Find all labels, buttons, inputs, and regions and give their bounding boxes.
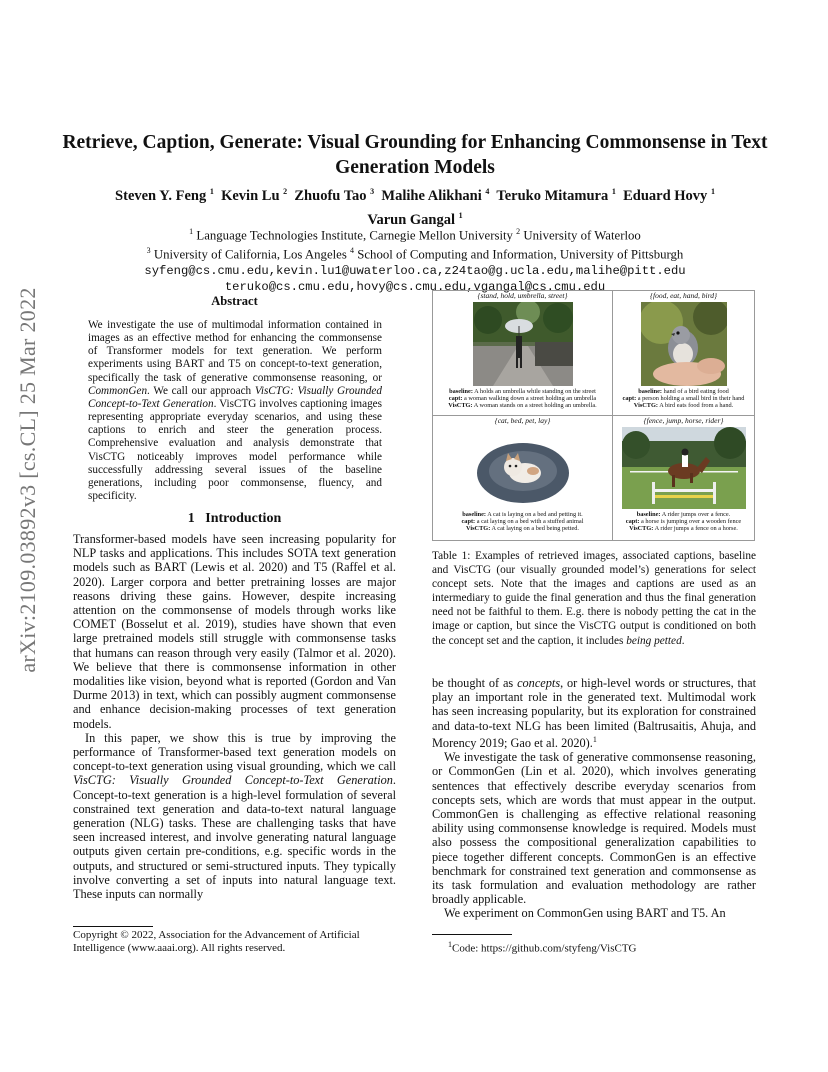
paragraph (432, 676, 756, 750)
affiliation-mark: 1 (189, 227, 194, 236)
author-mark: 3 (370, 187, 375, 196)
capt-line (433, 518, 612, 525)
line-label: capt: (625, 518, 640, 526)
line-text: A rider jumps over a fence. (661, 511, 731, 518)
author-mark: 1 (458, 210, 463, 220)
author-mark: 1 (611, 187, 616, 196)
line-text: A holds an umbrella while standing on the street (474, 388, 596, 395)
line-label: capt: (448, 395, 463, 403)
bird-in-hand-photo (641, 302, 727, 386)
abstract-text: We investigate the use of multimodal information contained in images as an effective method for enhancing the commonsense of Transformer models for text generation. We perform experiments using BART and T5 on concept-to-text generation, specifically the task of generative commonsense reasoning, or (88, 319, 382, 384)
author-name: Teruko Mitamura (496, 187, 609, 204)
paragraph: Transformer-based models have seen increasing popularity for NLP tasks and applications. This includes SOTA text generation models such as BART (Lewis et al. 2020) and T5 (Raffel et al. 2020). Larger corpora and better pretraining losses are major reasons driving these gains. However, despite increasing attention on the commonsense of models through works like COMET (Bosselut et al. 2019), studies have shown that even large pretrained models still struggle with commonsense tasks that humans can reason through very easily (Talmor et al. 2020). We believe that there is commonsense information in other modalities like vision, beyond what is reported (Gordon and Van Durme 2013) in text, which can possibly augment commonsense and enhance decision-making processes of text generation models. (73, 532, 396, 731)
visctg-line (613, 402, 754, 409)
capt-line (613, 518, 754, 525)
visctg-line (433, 402, 612, 409)
arxiv-id: arXiv:2109.03892v3 [cs.CL] 25 Mar 2022 (15, 287, 40, 673)
visctg-line (613, 525, 754, 532)
affiliation-mark: 3 (146, 246, 151, 256)
affiliation-text: Language Technologies Institute, Carnegie Mellon University (196, 228, 513, 243)
line-text: A cat laying on a bed being petted. (491, 525, 579, 533)
line-label: VisCTG: (466, 525, 491, 533)
author-mark: 4 (485, 187, 490, 196)
author-name: Kevin Lu (221, 187, 280, 204)
author-name: Malihe Alikhani (381, 187, 482, 204)
abstract-text: . VisCTG involves captioning images representing appropriate everyday scenarios, and using these captions to enrich and steer the generation process. Comprehensive evaluation and analysis demonstrate that VisCTG noticeably improves model performance while successfully addressing several issues of the baseline generations, including poor commonsense, fluency, and specificity. (88, 397, 383, 503)
paragraph-emphasis: VisCTG: Visually Grounded Concept-to-Text Generation (73, 773, 393, 788)
introduction-body (73, 532, 396, 901)
paragraph-text: be thought of as (432, 676, 518, 690)
paragraph (73, 731, 396, 901)
line-label: baseline: (449, 388, 473, 395)
affiliation-text: University of California, Los Angeles (153, 247, 347, 262)
footnote-block (432, 934, 756, 956)
footnote-rule (73, 926, 153, 927)
section-number: 1 (187, 511, 195, 526)
footnote-url[interactable]: Code: https://github.com/styfeng/VisCTG (452, 942, 637, 955)
affiliation-text: School of Computing and Information, University of Pittsburgh (357, 247, 684, 262)
line-text: a woman walking down a street holding an umbrella (464, 395, 597, 403)
line-label: baseline: (462, 511, 487, 518)
caption-text: . (681, 634, 685, 647)
line-label: VisCTG: (629, 525, 654, 533)
capt-line (433, 395, 612, 402)
affiliation-text: University of Waterloo (523, 228, 641, 243)
footnote-rule (432, 934, 512, 935)
author-mark: 2 (283, 187, 288, 196)
concept-set: {fence, jump, horse, rider} (643, 416, 724, 425)
affiliation-mark: 2 (516, 227, 521, 236)
line-text: hand of a bird eating food (663, 388, 729, 395)
caption-lines (613, 388, 754, 410)
affiliation-line-2 (40, 243, 790, 262)
author-mark: 1 (209, 187, 214, 196)
author-mark: 1 (710, 187, 715, 196)
street-umbrella-photo (473, 302, 573, 386)
abstract-body (88, 319, 382, 503)
author-list (60, 182, 770, 230)
line-label: baseline: (638, 388, 662, 395)
baseline-line (613, 511, 754, 518)
line-text: a person holding a small bird in their hand (637, 395, 745, 403)
caption-lines (433, 388, 612, 410)
caption-label: Table 1: (432, 550, 471, 562)
caption-lines (613, 511, 754, 533)
figure-image-grid (432, 290, 755, 541)
paragraph-text: In this paper, we show this is true by improving the performance of Transformer-based text generation models on concept-to-text generation using visual grounding, which we call (73, 730, 396, 774)
capt-line (613, 395, 754, 402)
section-title: Introduction (205, 511, 282, 526)
arxiv-stamp (0, 270, 56, 690)
abstract-emphasis: CommonGen (88, 384, 148, 397)
author-name: Zhuofu Tao (294, 187, 367, 204)
table-caption (432, 549, 756, 648)
line-text: A woman stands on a street holding an umbrella. (473, 402, 597, 410)
concept-set: {cat, bed, pet, lay} (494, 416, 551, 425)
figure-panel-umbrella (433, 291, 612, 415)
caption-lines (433, 511, 612, 533)
right-column-body (432, 676, 756, 921)
line-label: VisCTG: (633, 402, 659, 410)
author-line-1 (60, 182, 770, 206)
footnote-marker[interactable]: 1 (592, 734, 597, 744)
caption-emphasis: being petted (626, 634, 682, 647)
horse-jump-photo (622, 427, 746, 509)
baseline-line (433, 388, 612, 395)
line-label: VisCTG: (448, 402, 473, 410)
concept-set: {food, eat, hand, bird} (650, 291, 717, 300)
abstract-text: . We call our approach (147, 384, 255, 397)
author-name: Varun Gangal (367, 211, 456, 228)
paragraph-text: . Concept-to-text generation is a high-level formulation of several constrained text generation and data-to-text natural language generation (NLG) tasks. These are challenging tasks that have seen increased interest, and involve generating natural language outputs given certain pre-conditions, e.g. specific words in the outputs, and structured or semi-structured inputs. They typically involve converting a set of inputs into natural language text. These inputs can normally (73, 773, 396, 902)
abstract-heading: Abstract (211, 294, 258, 308)
email-line-1[interactable]: syfeng@cs.cmu.edu,kevin.lu1@uwaterloo.ca,z24tao@g.ucla.edu,malihe@pitt.edu (144, 263, 686, 278)
caption-text: Examples of retrieved images, associated captions, baseline and VisCTG (our visually grounded model’s) generations for select concept sets. Note that the images and captions are used as an intermediary to guide the final generation and thus the final generation need not be faithful to them. E.g. there is nobody petting the cat in the image or caption, but since the VisCTG output is conditioned on both the concept set and the caption, it includes (432, 550, 756, 647)
copyright-text: Copyright © 2022, Association for the Advancement of Artificial Intelligence (www.aaai.org). All rights reserved. (73, 929, 360, 954)
footnote-mark: 1 (448, 940, 452, 949)
author-name: Eduard Hovy (623, 187, 708, 204)
footnote-text (432, 938, 756, 956)
figure-panel-bird (613, 291, 754, 415)
paragraph-emphasis: concepts (517, 676, 561, 690)
section-heading-introduction (73, 511, 396, 527)
line-text: a horse is jumping over a wooden fence (641, 518, 742, 526)
line-label: capt: (622, 395, 637, 403)
affiliation-mark: 4 (350, 246, 355, 256)
copyright-block (73, 926, 396, 955)
line-text: A bird eats food from a hand. (659, 402, 734, 410)
cat-on-bed-photo (473, 427, 573, 509)
visctg-line (433, 525, 612, 532)
author-name: Steven Y. Feng (115, 187, 207, 204)
paragraph: We investigate the task of generative commonsense reasoning, or CommonGen (Lin et al. 2020), which involves generating sentences that effectively describe everyday scenarios from concepts sets, which are words that must appear in the output. CommonGen is challenging as effective relational reasoning ability using commonsense knowledge is required. Models must also possess the compositional generalization capabilities to piece together different concepts. CommonGen is an effective benchmark for constrained text generation and commonsense as its task formulation and evaluation methodology are rather broadly applicable. (432, 750, 756, 907)
line-text: A rider jumps a fence on a horse. (654, 525, 738, 533)
figure-panel-horse (613, 416, 754, 540)
line-text: A cat is laying on a bed and petting it. (487, 511, 583, 518)
abstract-emphasis: VisCTG: Visually Grounded Concept-to-Text Generation (88, 384, 382, 410)
baseline-line (613, 388, 754, 395)
baseline-line (433, 511, 612, 518)
paper-title: Retrieve, Caption, Generate: Visual Grounding for Enhancing Commonsense in Text Generation Models (62, 132, 768, 178)
paragraph-text: , or high-level words or structures, that play an important role in the generated text. Multimodal work has seen increasing popularity, but its exploration for constrained and data-to-text NLG has been limited (Baltrusaitis, Ahuja, and Morency 2019; Gao et al. 2020). (432, 676, 756, 750)
concept-set: {stand, hold, umbrella, street} (477, 291, 568, 300)
line-label: baseline: (636, 511, 661, 518)
line-label: capt: (461, 518, 476, 526)
email-line-2[interactable]: teruko@cs.cmu.edu,hovy@cs.cmu.edu,vgangal@cs.cmu.edu (224, 279, 606, 294)
paragraph: We experiment on CommonGen using BART and T5. An (444, 906, 726, 921)
affiliation-line-1 (40, 224, 790, 243)
line-text: a cat laying on a bed with a stuffed animal (476, 518, 584, 526)
affiliations (40, 224, 790, 295)
figure-panel-cat (433, 416, 612, 540)
